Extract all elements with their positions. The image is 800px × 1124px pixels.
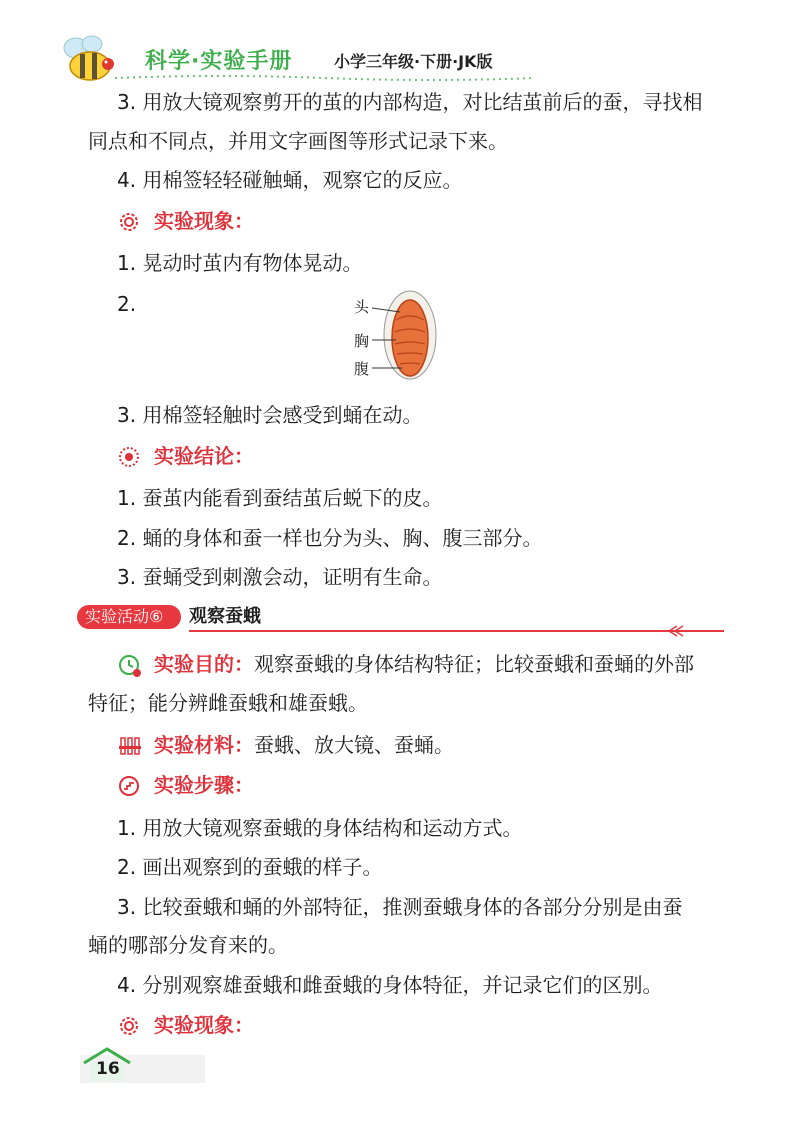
arrow-decoration-icon (667, 625, 687, 637)
pupa-diagram (352, 290, 452, 390)
phenomenon-label-2: 实验现象： (154, 1013, 254, 1037)
step-1: 1. 用放大镜观察蚕蛾的身体结构和运动方式。 (117, 816, 523, 840)
phenomenon-label: 实验现象： (154, 209, 254, 233)
step-3: 3. 比较蚕蛾和蛹的外部特征，推测蚕蛾身体的各部分分别是由蚕 (117, 895, 683, 919)
phenomenon-3-item: 3. 用棉签轻触时会感受到蛹在动。 (117, 403, 423, 427)
step-3-continued: 同点和不同点，并用文字画图等形式记录下来。 (88, 129, 508, 153)
page-header (0, 0, 800, 90)
header-title: 科学·实验手册 (145, 49, 293, 74)
purpose-text-continued: 特征；能分辨雌蚕蛾和雄蚕蛾。 (88, 691, 368, 715)
label-head: 头 (354, 298, 370, 316)
idea-icon (117, 445, 141, 469)
materials-label: 实验材料： (154, 733, 254, 757)
gear-icon (117, 210, 141, 234)
header-subtitle: 小学三年级·下册·JK版 (334, 52, 493, 71)
activity-header (77, 605, 727, 633)
label-chest: 胸 (354, 332, 370, 350)
activity-underline (189, 630, 724, 632)
materials-text: 蚕蛾、放大镜、蚕蛹。 (254, 733, 454, 757)
header-dotted-line (115, 74, 535, 82)
page-footer (80, 1045, 205, 1083)
conclusion-3: 3. 蚕蛹受到刺激会动，证明有生命。 (117, 565, 443, 589)
step-2: 2. 画出观察到的蚕蛾的样子。 (117, 855, 383, 879)
purpose-text: 观察蚕蛾的身体结构特征；比较蚕蛾和蚕蛹的外部 (254, 652, 694, 676)
phenomenon-2-item: 2. (117, 292, 137, 316)
activity-tag: 实验活动⑥ (77, 605, 181, 629)
step-4: 4. 分别观察雄蚕蛾和雌蚕蛾的身体特征，并记录它们的区别。 (117, 973, 663, 997)
step-3-text: 3. 用放大镜观察剪开的茧的内部构造，对比结茧前后的蚕，寻找相 (117, 90, 703, 114)
conclusion-label: 实验结论： (154, 444, 254, 468)
phenomenon-1-item: 1. 晃动时茧内有物体晃动。 (117, 251, 363, 275)
step-3-continued-2: 蛹的哪部分发育来的。 (88, 933, 288, 957)
activity-title: 观察蚕蛾 (189, 606, 261, 627)
steps-label: 实验步骤： (154, 773, 254, 797)
steps-icon (117, 774, 141, 798)
label-abdomen: 腹 (354, 360, 370, 378)
step-4-text: 4. 用棉签轻轻碰触蛹，观察它的反应。 (117, 168, 463, 192)
test-tubes-icon (117, 734, 143, 758)
conclusion-1: 1. 蚕茧内能看到蚕结茧后蜕下的皮。 (117, 486, 443, 510)
gear-icon (117, 1014, 141, 1038)
conclusion-2: 2. 蛹的身体和蚕一样也分为头、胸、腹三部分。 (117, 526, 543, 550)
purpose-label: 实验目的： (154, 652, 254, 676)
page-number: 16 (96, 1059, 120, 1079)
clock-icon (117, 653, 143, 679)
